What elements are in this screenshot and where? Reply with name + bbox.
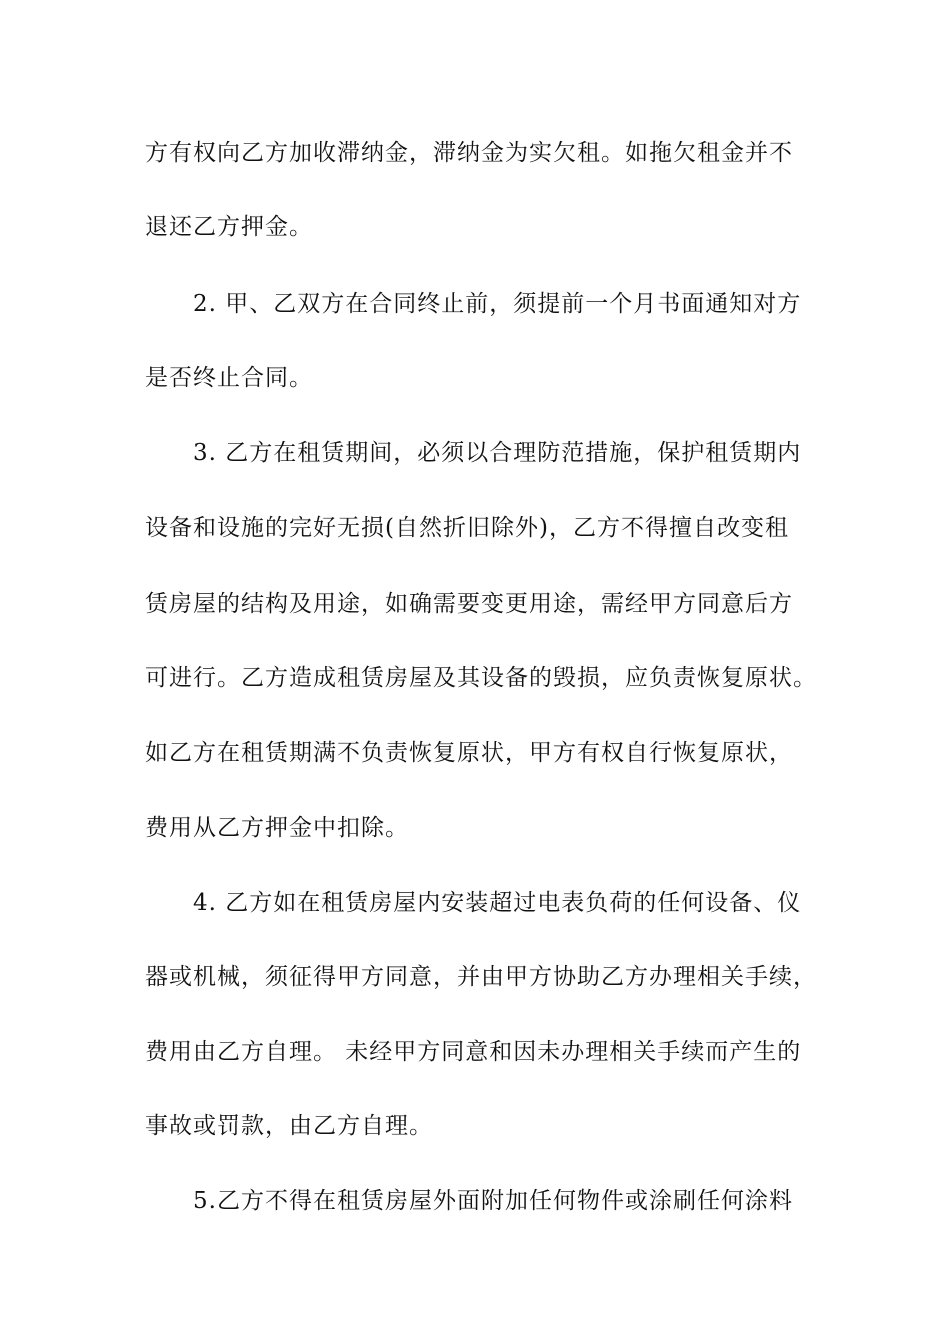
paragraph-4-start: 4. 乙方如在租赁房屋内安装超过电表负荷的任何设备、仪	[193, 890, 802, 916]
text-line: 事故或罚款，由乙方自理。	[145, 1113, 433, 1139]
paragraph-5-start: 5.乙方不得在租赁房屋外面附加任何物件或涂刷任何涂料	[193, 1188, 793, 1214]
text-line: 退还乙方押金。	[145, 214, 313, 240]
paragraph-3-start: 3. 乙方在租赁期间，必须以合理防范措施，保护租赁期内	[193, 440, 802, 466]
text-line: 费用从乙方押金中扣除。	[145, 815, 409, 841]
text-line: 器或机械，须征得甲方同意，并由甲方协助乙方办理相关手续，	[145, 964, 817, 990]
text-line: 方有权向乙方加收滞纳金，滞纳金为实欠租。如拖欠租金并不	[145, 140, 793, 166]
text-line: 如乙方在租赁期满不负责恢复原状，甲方有权自行恢复原状，	[145, 740, 793, 766]
text-line: 费用由乙方自理。 未经甲方同意和因未办理相关手续而产生的	[145, 1039, 802, 1065]
paragraph-2-start: 2. 甲、乙双方在合同终止前，须提前一个月书面通知对方	[193, 291, 802, 317]
text-line: 设备和设施的完好无损(自然折旧除外)，乙方不得擅自改变租	[145, 515, 789, 541]
text-line: 可进行。乙方造成租赁房屋及其设备的毁损，应负责恢复原状。	[145, 665, 817, 691]
text-line: 赁房屋的结构及用途，如确需要变更用途，需经甲方同意后方	[145, 591, 793, 617]
text-line: 是否终止合同。	[145, 365, 313, 391]
